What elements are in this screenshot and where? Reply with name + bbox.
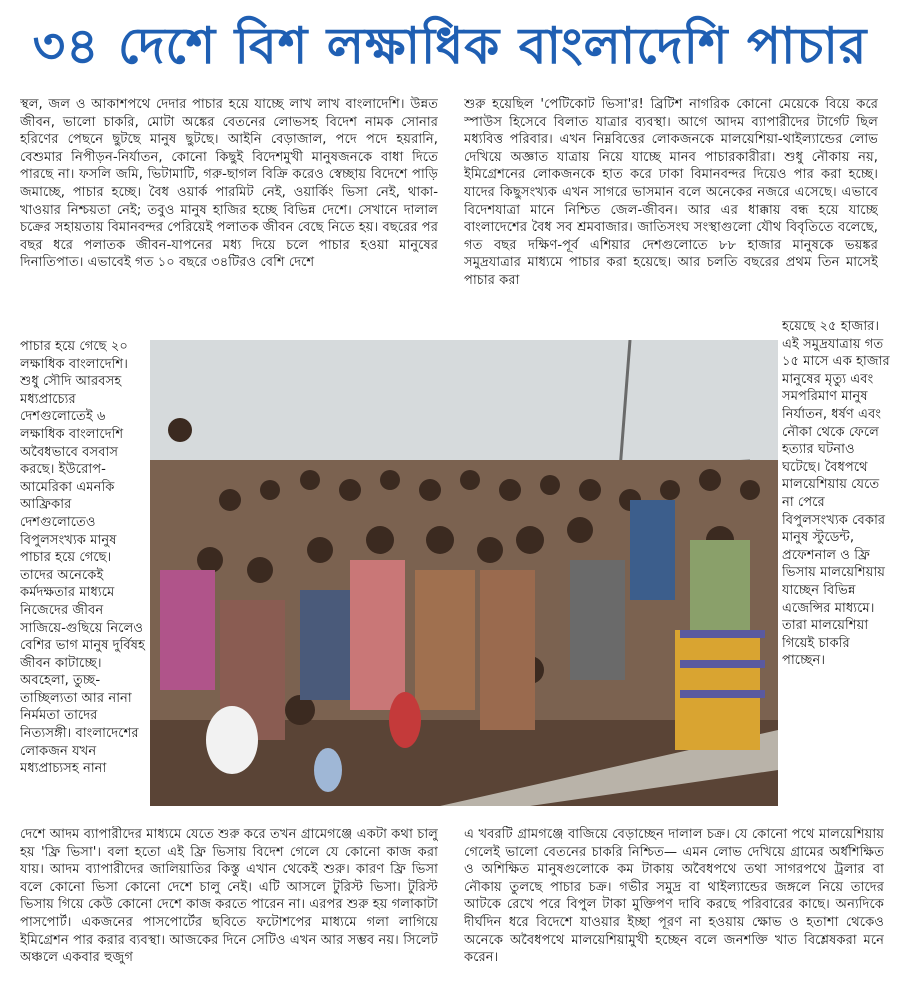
article-column-left-narrow <box>20 338 146 824</box>
paragraph: শুরু হয়েছিল 'পেটিকোট ভিসা'র! ব্রিটিশ নাগরিক কোনো মেয়েকে বিয়ে করে স্পাউস হিসেবে বিলাত যাত্রার ব্যবস্থা। আগে আদম ব্যাপারীদের টার্গেট ছিল মধ্যবিত্ত পরিবার। এখন নিম্নবিত্তের লোকজনকে মালয়েশিয়া-থাইল্যান্ডের লোভ দেখিয়ে অজ্ঞাত যাত্রায় নিয়ে যাচ্ছে মানব পাচারকারীরা। শুধু নৌকায় নয়, ইমিগ্রেশনের লোকজনকে হাত করে ঢাকা বিমানবন্দর দিয়েও পার করা হচ্ছে। যাদের কিছুসংখ্যক এখন সাগরে ভাসমান বলে অনেকের নজরে এসেছে। এভাবে বিদেশযাত্রা মানে নিশ্চিত জেল-জীবন। আর এর ধাক্কায় বন্ধ হয়ে যাচ্ছে বাংলাদেশের বৈধ সব শ্রমবাজার। জাতিসংঘ সংস্থাগুলো যৌথ বিবৃতিতে বলেছে, গত বছর দক্ষিণ-পূর্ব এশিয়ার দেশগুলোতে ৮৮ হাজার মানুষকে ভয়ঙ্কর সমুদ্রযাত্রার মাধ্যমে পাচার করা হয়েছে। আর চলতি বছরের প্রথম তিন মাসেই পাচার করা <box>464 97 878 288</box>
crowded-boat-photo <box>150 340 778 806</box>
paragraph: দেশে আদম ব্যাপারীদের মাধ্যমে যেতে শুরু করে তখন গ্রামেগঞ্জে একটা কথা চালু হয় 'ফ্রি ভিসা'। বলা হতো এই ফ্রি ভিসায় বিদেশ গেলে যে কোনো কাজ করা যায়। আদম ব্যাপারীদের জালিয়াতির কিস্তু এখান থেকেই শুরু। কারণ ফ্রি ভিসা বলে কোনো ভিসা কোনো দেশে চালু নেই। এটি আসলে টুরিস্ট ভিসা। টুরিস্ট ভিসায় গিয়ে কেউ কোনো দেশে কাজ করতে পারেন না। এরপর শুরু হয় গলাকাটা পাসপোর্ট। একজনের পাসপোর্টের ছবিতে ফটোশপের মাধ্যমে গলা লাগিয়ে ইমিগ্রেশন পার করার ব্যবস্থা। আজকের দিনে সেটিও এখন আর সম্ভব নয়। সিলেট অঞ্চলে একবার হুজুগ <box>20 827 438 966</box>
paragraph: স্থল, জল ও আকাশপথে দেদার পাচার হয়ে যাচ্ছে লাখ লাখ বাংলাদেশি। উন্নত জীবন, ভালো চাকরি, মোটা অঙ্কের বেতনের লোভসহ বিদেশ নামক সোনার হরিণের পেছনে ছুটছে মানুষ ছুটছে। আইনি বেড়াজাল, পদে পদে হয়রানি, বেশুমার নিপীড়ন-নির্যাতন, কোনো কিছুই বিদেশমুখী মানুষজনকে বাধা দিতে পারছে না। ফসলি জমি, ভিটামাটি, গরু-ছাগল বিক্রি করেও স্বেচ্ছায় বিদেশে পাড়ি জমাচ্ছে, পাচার হচ্ছে। বৈধ ওয়ার্ক পারমিট নেই, ওয়ার্কিং ভিসা নেই, থাকা-খাওয়ার নিশ্চয়তা নেই; তবুও মানুষ হাজির হচ্ছে বিভিন্ন দেশে। সেখানে দালাল চক্রের সহায়তায় বিমানবন্দর পেরিয়েই পলাতক জীবন বেছে নিতে হয়। বছরের পর বছর ধরে পলাতক জীবন-যাপনের মধ্য দিয়ে চলে পাচার হওয়া মানুষের দিনাতিপাত। এভাবেই গত ১০ বছরে ৩৪টিরও বেশি দেশে <box>20 97 438 271</box>
headline: ৩৪ দেশে বিশ লক্ষাধিক বাংলাদেশি পাচার <box>32 17 868 75</box>
article-column-bottom-right <box>464 826 884 986</box>
article-column-bottom-left <box>20 826 438 986</box>
article-column-right-narrow <box>782 318 890 824</box>
paragraph: হয়েছে ২৫ হাজার। এই সমুদ্রযাত্রায় গত ১৫ মাসে এক হাজার মানুষের মৃত্যু এবং সমপরিমাণ মানুষ নির্যাতন, ধর্ষণ এবং নৌকা থেকে ফেলে হত্যার ঘটনাও ঘটেছে। বৈধপথে মালয়েশিয়ায় যেতে না পেরে বিপুলসংখ্যক বেকার মানুষ স্টুডেন্ট, প্রফেশনাল ও ফ্রি ভিসায় মালয়েশিয়ায় যাচ্ছেন বিভিন্ন এজেন্সির মাধ্যমে। তারা মালয়েশিয়া গিয়েই চাকরি পাচ্ছেন। <box>782 319 890 669</box>
paragraph: পাচার হয়ে গেছে ২০ লক্ষাধিক বাংলাদেশি। শুধু সৌদি আরবসহ মধ্যপ্রাচ্যের দেশগুলোতেই ৬ লক্ষাধিক বাংলাদেশি অবৈধভাবে বসবাস করছে। ইউরোপ-আমেরিকা এমনকি আফ্রিকার দেশগুলোতেও বিপুলসংখ্যক মানুষ পাচার হয়ে গেছে। তাদের অনেকেই কর্মদক্ষতার মাধ্যমে নিজেদের জীবন সাজিয়ে-গুছিয়ে নিলেও বেশির ভাগ মানুষ দুর্বিষহ জীবন কাটাচ্ছে। অবহেলা, তুচ্ছ-তাচ্ছিল্যতা আর নানা নির্মমতা তাদের নিত্যসঙ্গী। বাংলাদেশের লোকজন যখন মধ্যপ্রাচ্যসহ নানা <box>20 339 145 777</box>
article-column-top-right <box>464 96 878 322</box>
article-column-top-left <box>20 96 438 340</box>
paragraph: এ খবরটি গ্রামগঞ্জে বাজিয়ে বেড়াচ্ছেন দালাল চক্র। যে কোনো পথে মালয়েশিয়ায় গেলেই ভালো বেতনের চাকরি নিশ্চিত— এমন লোভ দেখিয়ে গ্রামের অর্ধশিক্ষিত ও অশিক্ষিত মানুষগুলোকে কম টাকায় অবৈধপথে তথা সাগরপথে ট্রলার বা নৌকায় তুলছে পাচার চক্র। গভীর সমুদ্র বা থাইল্যান্ডের জঙ্গলে নিয়ে তাদের আটকে রেখে পরে বিপুল টাকা মুক্তিপণ দাবি করছে পরিবারের কাছে। অন্যদিকে দীর্ঘদিন ধরে বিদেশে যাওয়ার ইচ্ছা পূরণ না হওয়ায় ক্ষোভ ও হতাশা থেকেও অনেকে অবৈধপথে মালয়েশিয়ামুখী হচ্ছেন বলে জনশক্তি খাত বিশ্লেষকরা মনে করেন। <box>464 827 884 966</box>
